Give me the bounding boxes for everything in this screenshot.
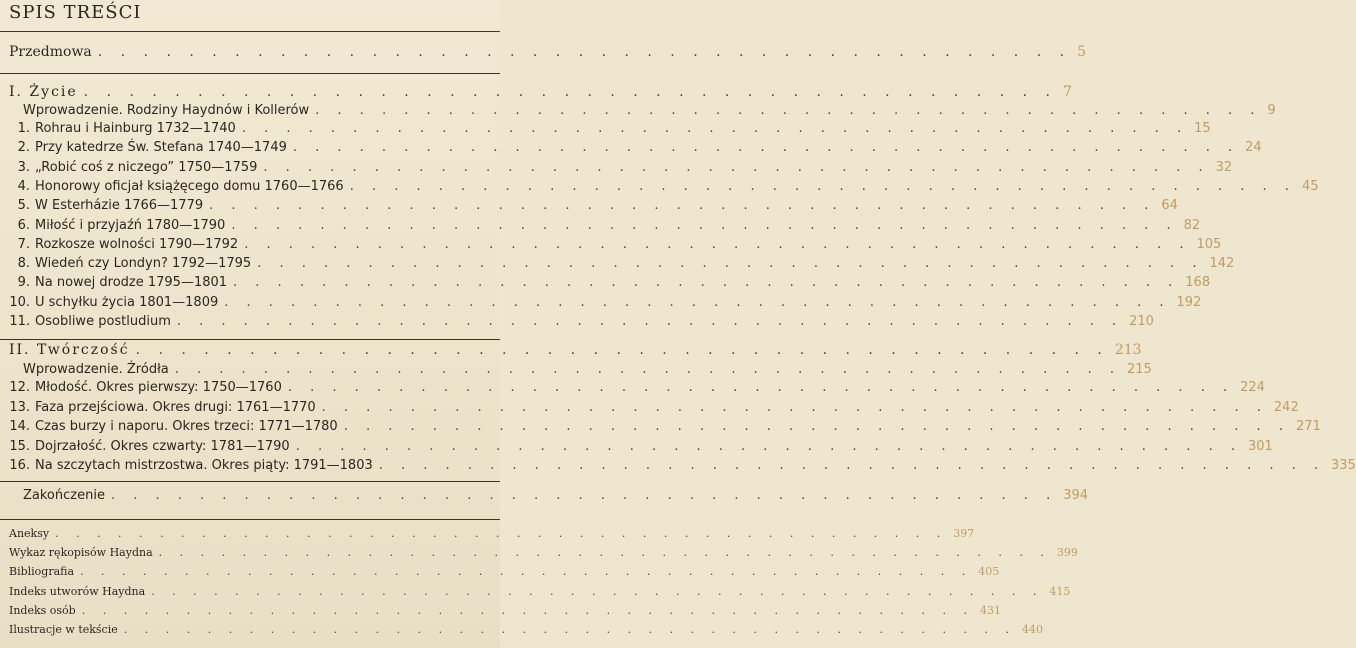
leader-dots: . . . . . . . . . . . . . . . . . . . . . . . . . . . . . . . . . . . . . . . . . . . [263, 159, 1210, 175]
chapter-number: 1. [17, 121, 30, 136]
chapter-title: U schyłku życia 1801—1809 [35, 294, 219, 310]
leader-dots: . . . . . . . . . . . . . . . . . . . . . . . . . . . . . . . . . . . . . . . . . . . [231, 217, 1178, 233]
leader-dots: . . . . . . . . . . . . . . . . . . . . . . . . . . . . . . . . . . . . . . . . . . . [80, 565, 973, 579]
chapter-number: 11. [9, 314, 30, 329]
chapter-title: Rohrau i Hainburg 1732—1740 [35, 121, 236, 136]
leader-dots: . . . . . . . . . . . . . . . . . . . . . . . . . . . . . . . . . . . . . . . . . . . [123, 623, 1016, 636]
leader-dots: . . . . . . . . . . . . . . . . . . . . . . . . . . . . . . . . . . . . . . . . . . . [292, 140, 1240, 156]
page-number: 192 [1176, 294, 1202, 310]
toc-entry-part-1-intro[interactable]: Wprowadzenie. Rodziny Haydnów i Kollerów . . . . . . . . . . . . . . . . . . . . . . . . . . . . . . . . . . . . . . . . . . . 9 [23, 103, 1276, 118]
chapter-number: 12. [9, 380, 30, 395]
chapter-title: Przy katedrze Św. Stefana 1740—1749 [35, 140, 287, 156]
chapter-number: 9. [17, 275, 30, 291]
leader-dots: . . . . . . . . . . . . . . . . . . . . . . . . . . . . . . . . . . . . . . . . . . . [209, 198, 1156, 214]
page-title: SPIS TREŚCI [9, 2, 142, 23]
toc-entry-part-1[interactable]: I. Życie . . . . . . . . . . . . . . . . . . . . . . . . . . . . . . . . . . . . . . . . . . . 7 [9, 84, 1072, 100]
page-number: 394 [1063, 488, 1089, 503]
page-number: 64 [1161, 198, 1178, 214]
page-number: 45 [1301, 178, 1319, 194]
chapter-number: 16. [9, 458, 30, 474]
chapter-number: 10. [9, 294, 30, 310]
page-number: 399 [1056, 546, 1078, 560]
page-number: 105 [1196, 236, 1222, 252]
page-number: 210 [1129, 314, 1154, 329]
page-number: 440 [1021, 623, 1043, 636]
chapter-number: 13. [9, 399, 30, 415]
page-number: 15 [1194, 121, 1211, 136]
chapter-number: 14. [9, 419, 30, 435]
leader-dots: . . . . . . . . . . . . . . . . . . . . . . . . . . . . . . . . . . . . . . . . . . . [343, 419, 1290, 435]
leader-dots: . . . . . . . . . . . . . . . . . . . . . . . . . . . . . . . . . . . . . . . . . . . [295, 438, 1242, 454]
appendix-title: Indeks osób [9, 603, 76, 617]
page-number: 213 [1114, 342, 1142, 358]
page-number: 415 [1049, 584, 1071, 598]
chapter-title: Rozkosze wolności 1790—1792 [35, 236, 239, 252]
page-number: 405 [978, 565, 1000, 579]
page-number: 32 [1215, 159, 1233, 175]
chapter-number: 15. [9, 438, 30, 454]
toc-entry-part-2-intro[interactable]: Wprowadzenie. Źródła . . . . . . . . . . . . . . . . . . . . . . . . . . . . . . . . . . . . . . . . . . . 215 [23, 362, 1152, 377]
chapter-title: Dojrzałość. Okres czwarty: 1781—1790 [35, 438, 290, 454]
page-number: 215 [1127, 362, 1152, 377]
section-divider [0, 73, 500, 74]
leader-dots: . . . . . . . . . . . . . . . . . . . . . . . . . . . . . . . . . . . . . . . . . . . [378, 458, 1325, 474]
chapter-number: 7. [17, 236, 30, 252]
appendix-title: Aneksy [9, 527, 50, 540]
title-divider [0, 31, 500, 32]
leader-dots: . . . . . . . . . . . . . . . . . . . . . . . . . . . . . . . . . . . . . . . . . . . [287, 380, 1235, 395]
page-number: 271 [1295, 419, 1321, 435]
page-number: 168 [1185, 275, 1211, 291]
section-divider [0, 339, 500, 340]
page-number: 397 [953, 527, 975, 540]
toc-entry-appendix[interactable] [9, 623, 1043, 645]
section-divider [0, 481, 500, 482]
appendix-title: Bibliografia [9, 565, 75, 579]
chapter-title: Na nowej drodze 1795—1801 [35, 275, 228, 291]
toc-entry-chapter[interactable] [8, 458, 1356, 480]
leader-dots: . . . . . . . . . . . . . . . . . . . . . . . . . . . . . . . . . . . . . . . . . . . [174, 362, 1121, 377]
chapter-title: Na szczytach mistrzostwa. Okres piąty: 1791—1803 [35, 458, 373, 474]
appendix-title: Ilustracje w tekście [9, 623, 118, 636]
page-number: 82 [1183, 217, 1201, 233]
page-number: 335 [1331, 458, 1356, 474]
section-divider [0, 519, 500, 520]
leader-dots: . . . . . . . . . . . . . . . . . . . . . . . . . . . . . . . . . . . . . . . . . . . [55, 527, 948, 540]
page-number: 7 [1062, 84, 1072, 100]
page-number: 5 [1077, 44, 1086, 60]
page-number: 24 [1245, 140, 1262, 156]
chapter-number: 4. [17, 178, 30, 194]
chapter-number: 8. [17, 256, 30, 272]
appendix-title: Wykaz rękopisów Haydna [9, 546, 153, 560]
chapter-title: „Robić coś z niczego” 1750—1759 [35, 159, 258, 175]
leader-dots: . . . . . . . . . . . . . . . . . . . . . . . . . . . . . . . . . . . . . . . . . . . [349, 178, 1296, 194]
leader-dots: . . . . . . . . . . . . . . . . . . . . . . . . . . . . . . . . . . . . . . . . . . . [83, 84, 1057, 100]
leader-dots: . . . . . . . . . . . . . . . . . . . . . . . . . . . . . . . . . . . . . . . . . . . [321, 399, 1268, 415]
page-number: 142 [1209, 256, 1235, 272]
chapter-number: 5. [17, 198, 30, 214]
leader-dots: . . . . . . . . . . . . . . . . . . . . . . . . . . . . . . . . . . . . . . . . . . . [158, 546, 1051, 560]
page-number: 224 [1240, 380, 1265, 395]
leader-dots: . . . . . . . . . . . . . . . . . . . . . . . . . . . . . . . . . . . . . . . . . . . [81, 603, 974, 617]
toc-entry-part-2[interactable]: II. Twórczość . . . . . . . . . . . . . . . . . . . . . . . . . . . . . . . . . . . . . . . . . . . 213 [9, 342, 1142, 358]
chapter-title: Miłość i przyjaźń 1780—1790 [35, 217, 226, 233]
toc-entry-chapter[interactable] [8, 314, 1154, 336]
toc-entry-preface[interactable]: Przedmowa . . . . . . . . . . . . . . . . . . . . . . . . . . . . . . . . . . . . . . . . . . . 5 [9, 44, 1086, 60]
chapter-number: 3. [17, 159, 30, 175]
chapter-number: 2. [17, 140, 30, 156]
chapter-title: W Esterházie 1766—1779 [35, 198, 204, 214]
leader-dots: . . . . . . . . . . . . . . . . . . . . . . . . . . . . . . . . . . . . . . . . . . . [257, 256, 1204, 272]
leader-dots: . . . . . . . . . . . . . . . . . . . . . . . . . . . . . . . . . . . . . . . . . . . [244, 236, 1191, 252]
page-number: 242 [1273, 399, 1299, 415]
leader-dots: . . . . . . . . . . . . . . . . . . . . . . . . . . . . . . . . . . . . . . . . . . . [97, 44, 1072, 60]
leader-dots: . . . . . . . . . . . . . . . . . . . . . . . . . . . . . . . . . . . . . . . . . . . [176, 314, 1124, 329]
page-number: 431 [979, 603, 1001, 617]
leader-dots: . . . . . . . . . . . . . . . . . . . . . . . . . . . . . . . . . . . . . . . . . . . [241, 121, 1189, 136]
chapter-title: Czas burzy i naporu. Okres trzeci: 1771—1780 [35, 419, 338, 435]
page-number: 9 [1267, 103, 1276, 118]
leader-dots: . . . . . . . . . . . . . . . . . . . . . . . . . . . . . . . . . . . . . . . . . . . [151, 584, 1044, 598]
leader-dots: . . . . . . . . . . . . . . . . . . . . . . . . . . . . . . . . . . . . . . . . . . . [233, 275, 1180, 291]
leader-dots: . . . . . . . . . . . . . . . . . . . . . . . . . . . . . . . . . . . . . . . . . . . [135, 342, 1109, 358]
chapter-title: Osobliwe postludium [35, 314, 171, 329]
chapter-title: Faza przejściowa. Okres drugi: 1761—1770 [35, 399, 316, 415]
leader-dots: . . . . . . . . . . . . . . . . . . . . . . . . . . . . . . . . . . . . . . . . . . . [110, 488, 1058, 503]
chapter-number: 6. [17, 217, 30, 233]
chapter-title: Młodość. Okres pierwszy: 1750—1760 [35, 380, 282, 395]
leader-dots: . . . . . . . . . . . . . . . . . . . . . . . . . . . . . . . . . . . . . . . . . . . [224, 294, 1171, 310]
chapter-title: Wiedeń czy Londyn? 1792—1795 [35, 256, 252, 272]
chapter-title: Honorowy oficjał książęcego domu 1760—1766 [35, 178, 344, 194]
appendix-title: Indeks utworów Haydna [9, 584, 146, 598]
toc-entry-conclusion[interactable]: Zakończenie . . . . . . . . . . . . . . . . . . . . . . . . . . . . . . . . . . . . . . . . . . . 394 [23, 488, 1089, 503]
page-number: 301 [1247, 438, 1273, 454]
leader-dots: . . . . . . . . . . . . . . . . . . . . . . . . . . . . . . . . . . . . . . . . . . . [315, 103, 1262, 118]
